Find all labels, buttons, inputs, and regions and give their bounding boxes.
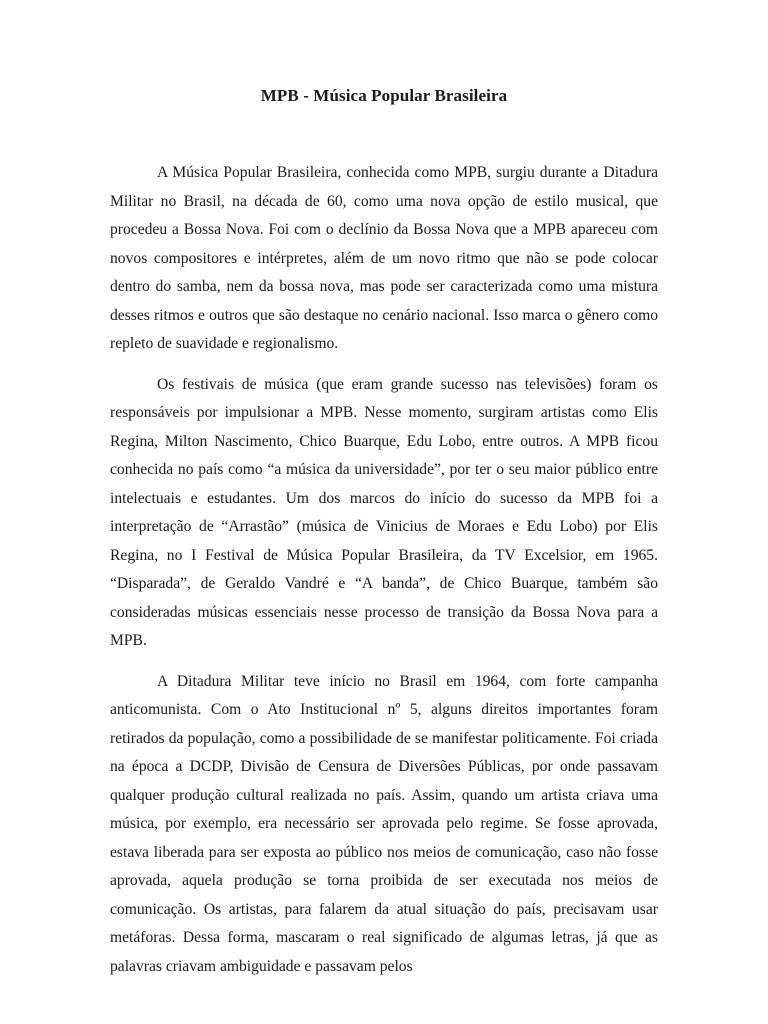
paragraph-3: A Ditadura Militar teve início no Brasil em 1964, com forte campanha anticomunista. Com o Ato Institucional nº 5, alguns direitos importantes foram retirados da população, como a possibilidade de se manifestar politicamente. Foi criada na época a DCDP, Divisão de Censura de Diversões Públicas, por onde passavam qualquer produção cultural realizada no país. Assim, quando um artista criava uma música, por exemplo, era necessário ser aprovada pelo regime. Se fosse aprovada, estava liberada para ser exposta ao público nos meios de comunicação, caso não fosse aprovada, aquela produção se torna proibida de ser executada nos meios de comunicação. Os artistas, para falarem da atual situação do país, precisavam usar metáforas. Dessa forma, mascaram o real significado de algumas letras, já que as palavras criavam ambiguidade e passavam pelos xyxy=(110,672,658,975)
paragraph-2: Os festivais de música (que eram grande sucesso nas televisões) foram os responsáveis por impulsionar a MPB. Nesse momento, surgiram artistas como Elis Regina, Milton Nascimento, Chico Buarque, Edu Lobo, entre outros. A MPB ficou conhecida no país como “a música da universidade”, por ter o seu maior público entre intelectuais e estudantes. Um dos marcos do início do sucesso da MPB foi a interpretação de “Arrastão” (música de Vinicius de Moraes e Edu Lobo) por Elis Regina, no I Festival de Música Popular Brasileira, da TV Excelsior, em 1965. “Disparada”, de Geraldo Vandré e “A banda”, de Chico Buarque, também são consideradas músicas essenciais nesse processo de transição da Bossa Nova para a MPB. xyxy=(110,375,658,649)
paragraph-1: A Música Popular Brasileira, conhecida como MPB, surgiu durante a Ditadura Militar no Brasil, na década de 60, como uma nova opção de estilo musical, que procedeu a Bossa Nova. Foi com o declínio da Bossa Nova que a MPB apareceu com novos compositores e intérpretes, além de um novo ritmo que não se pode colocar dentro do samba, nem da bossa nova, mas pode ser caracterizada como uma mistura desses ritmos e outros que são destaque no cenário nacional. Isso marca o gênero como repleto de suavidade e regionalismo. xyxy=(110,164,658,352)
document-title: MPB - Música Popular Brasileira xyxy=(260,86,508,105)
document-body xyxy=(110,159,658,993)
